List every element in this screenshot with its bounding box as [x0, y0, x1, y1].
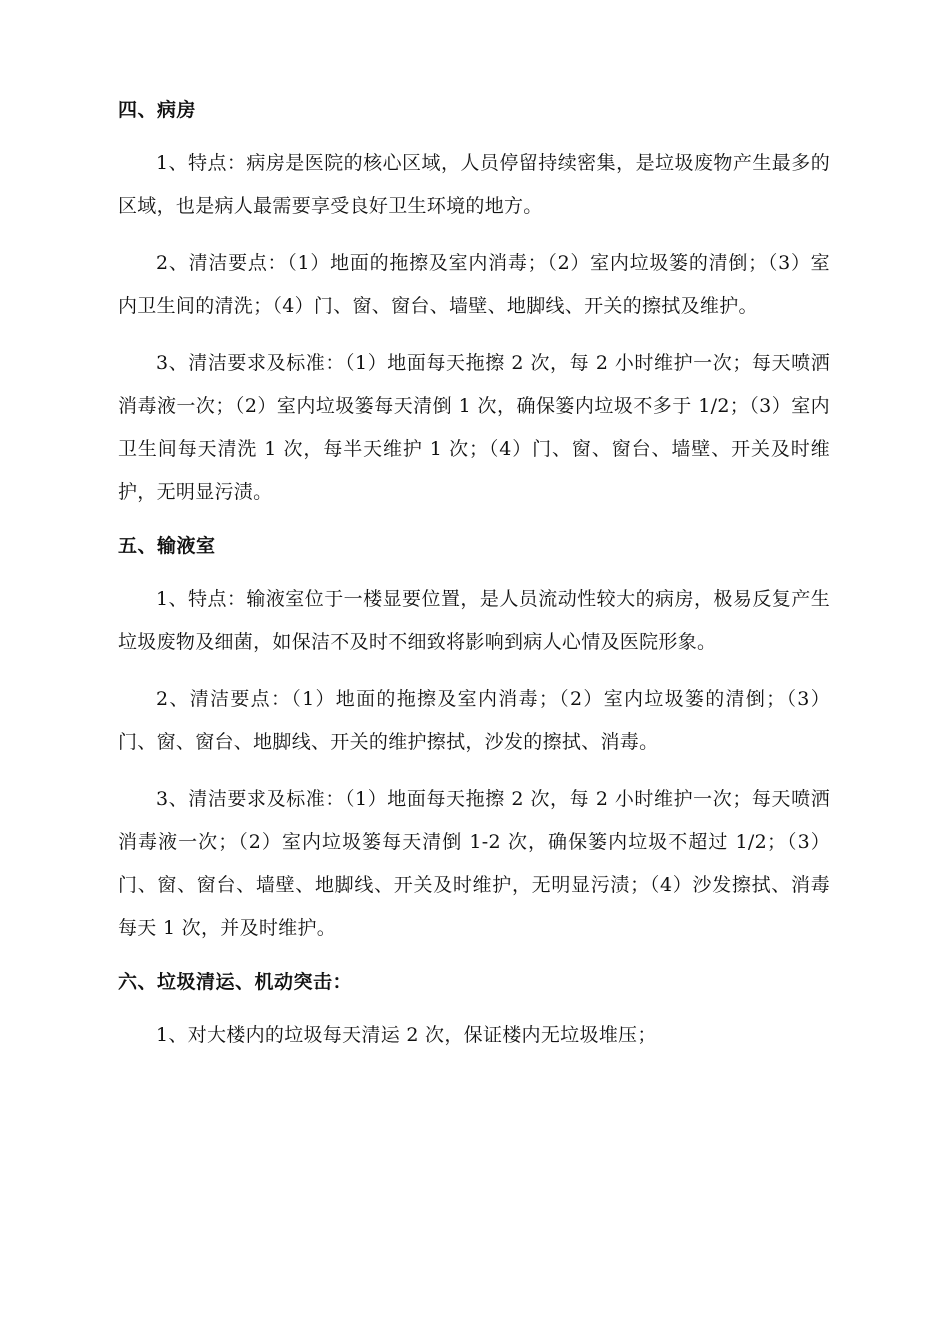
paragraph: 1、特点：病房是医院的核心区域，人员停留持续密集，是垃圾废物产生最多的区域，也是病人最需要享受良好卫生环境的地方。: [118, 152, 830, 217]
paragraph: 2、清洁要点：（1）地面的拖擦及室内消毒；（2）室内垃圾篓的清倒；（3）门、窗、窗台、地脚线、开关的维护擦拭，沙发的擦拭、消毒。: [118, 688, 830, 753]
section-heading: 六、垃圾清运、机动突击：: [118, 971, 353, 993]
section-garbage-removal: [118, 964, 830, 1057]
paragraph: 2、清洁要点：（1）地面的拖擦及室内消毒；（2）室内垃圾篓的清倒；（3）室内卫生间的清洗；（4）门、窗、窗台、墙壁、地脚线、开关的擦拭及维护。: [118, 252, 830, 317]
section-ward: [118, 92, 830, 514]
section-heading: 五、输液室: [118, 535, 216, 557]
paragraph: 3、清洁要求及标准：（1）地面每天拖擦 2 次，每 2 小时维护一次；每天喷洒消毒液一次；（2）室内垃圾篓每天清倒 1 次，确保篓内垃圾不多于 1/2；（3）室内卫生间每天清洗 1 次，每半天维护 1 次；（4）门、窗、窗台、墙壁、开关及时维护，无明显污渍。: [118, 352, 830, 503]
paragraph: 1、特点：输液室位于一楼显要位置，是人员流动性较大的病房，极易反复产生垃圾废物及细菌，如保洁不及时不细致将影响到病人心情及医院形象。: [118, 588, 830, 653]
paragraph: 3、清洁要求及标准：（1）地面每天拖擦 2 次，每 2 小时维护一次；每天喷洒消毒液一次；（2）室内垃圾篓每天清倒 1-2 次，确保篓内垃圾不超过 1/2；（3）门、窗、窗台、墙壁、地脚线、开关及时维护，无明显污渍；（4）沙发擦拭、消毒每天 1 次，并及时维护。: [118, 788, 830, 939]
paragraph: 1、对大楼内的垃圾每天清运 2 次，保证楼内无垃圾堆压；: [156, 1024, 657, 1046]
section-infusion-room: [118, 528, 830, 950]
section-heading: 四、病房: [118, 99, 197, 121]
